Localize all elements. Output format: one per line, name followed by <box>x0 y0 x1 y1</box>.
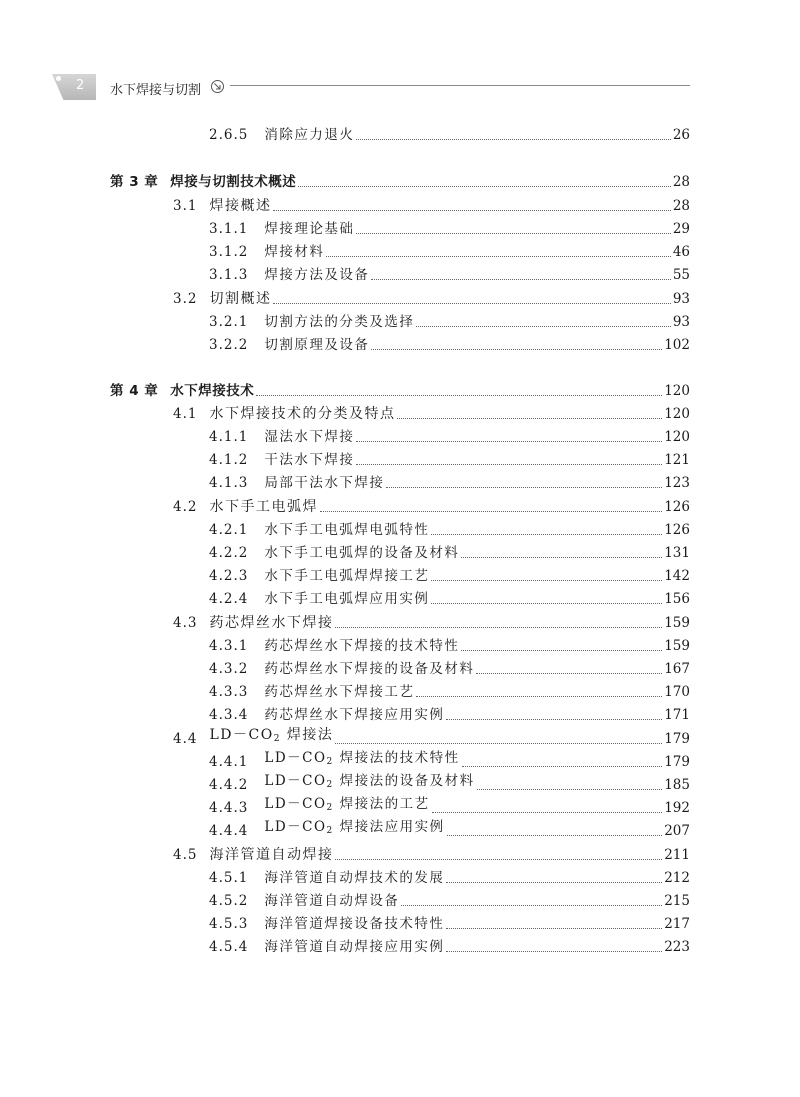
toc-number: 4.3.1 <box>209 638 249 654</box>
toc-title: 药芯焊丝水下焊接应用实例 <box>264 707 445 723</box>
toc-title-subscript: 2 <box>326 803 334 813</box>
dot-leader <box>256 395 662 396</box>
running-header <box>0 72 800 104</box>
dot-leader <box>298 186 671 187</box>
toc-page-number: 120 <box>664 429 690 445</box>
toc-title-subscript: 2 <box>273 734 281 744</box>
toc-page-number: 121 <box>664 452 690 468</box>
toc-number: 4.3 <box>173 615 198 631</box>
dot-leader <box>335 627 662 628</box>
toc-page-number: 46 <box>672 244 690 260</box>
toc-number: 4.1.3 <box>209 475 249 491</box>
toc-title <box>197 726 333 748</box>
dot-leader <box>386 487 662 488</box>
toc-title-part: 焊接法的技术特性 <box>333 750 460 766</box>
toc-subsection[interactable] <box>209 656 690 678</box>
toc-page-number: 55 <box>672 267 690 283</box>
toc-number: 2.6.5 <box>209 127 249 143</box>
toc-number: 4.2.4 <box>209 591 249 607</box>
toc-subsection[interactable] <box>209 911 690 933</box>
header-rule <box>230 85 690 86</box>
toc-title <box>248 818 444 840</box>
dot-leader <box>461 650 662 651</box>
toc-subsection[interactable] <box>209 818 690 840</box>
dot-leader <box>326 256 670 257</box>
dot-leader <box>446 951 662 952</box>
toc-number: 4.5.2 <box>209 893 249 909</box>
toc-title: 海洋管道自动焊设备 <box>264 893 400 909</box>
toc-title: 水下手工电弧焊应用实例 <box>264 591 430 607</box>
dot-leader <box>477 789 663 790</box>
toc-subsection[interactable] <box>209 216 690 238</box>
toc-subsection[interactable] <box>209 470 690 492</box>
toc-title: 药芯焊丝水下焊接工艺 <box>264 684 415 700</box>
toc-number: 4.2.1 <box>209 522 249 538</box>
page-number: 2 <box>76 78 85 93</box>
toc-subsection[interactable] <box>209 586 690 608</box>
toc-page-number: 212 <box>664 870 690 886</box>
dot-leader <box>446 882 662 883</box>
toc-section[interactable] <box>173 193 690 215</box>
toc-number: 4.2.3 <box>209 568 249 584</box>
toc-subsection[interactable] <box>209 447 690 469</box>
toc-page-number: 102 <box>664 337 690 353</box>
toc-title: 药芯焊丝水下焊接的设备及材料 <box>264 661 475 677</box>
dot-leader <box>431 534 662 535</box>
toc-section[interactable] <box>173 401 690 423</box>
toc-subsection[interactable] <box>209 122 690 144</box>
toc-number: 第 3 章 <box>110 174 159 190</box>
toc-section[interactable] <box>173 842 690 864</box>
toc-page-number: 207 <box>664 823 690 839</box>
dot-leader <box>356 441 662 442</box>
toc-title-part: LD－CO <box>264 773 327 789</box>
toc-page-number: 131 <box>664 545 690 561</box>
toc-number: 4.4.2 <box>209 777 249 793</box>
toc-title: 水下焊接技术 <box>170 383 255 399</box>
toc-page-number: 120 <box>664 406 690 422</box>
toc-title: 焊接材料 <box>264 244 325 260</box>
toc-title-part: LD－CO <box>264 796 327 812</box>
toc-number: 4.5.1 <box>209 870 249 886</box>
toc-number: 4.2 <box>173 499 198 515</box>
toc-number: 3.2.1 <box>209 314 249 330</box>
dot-leader <box>335 743 662 744</box>
toc-number: 4.5 <box>173 847 198 863</box>
dot-leader <box>416 326 670 327</box>
toc-subsection[interactable] <box>209 262 690 284</box>
toc-title-part: LD－CO <box>264 750 327 766</box>
toc-page-number: 93 <box>672 314 690 330</box>
toc-subsection[interactable] <box>209 934 690 956</box>
toc-number: 4.2.2 <box>209 545 249 561</box>
toc-number: 4.1.2 <box>209 452 249 468</box>
tab-dot <box>56 76 61 81</box>
toc-number: 3.1.1 <box>209 221 249 237</box>
toc-number: 4.3.2 <box>209 661 249 677</box>
toc-title: 药芯焊丝水下焊接的技术特性 <box>264 638 460 654</box>
toc-subsection[interactable] <box>209 517 690 539</box>
toc-number: 3.1.3 <box>209 267 249 283</box>
toc-subsection[interactable] <box>209 749 690 771</box>
toc-title: 切割原理及设备 <box>264 337 370 353</box>
toc-title-subscript: 2 <box>326 780 334 790</box>
toc-subsection[interactable] <box>209 888 690 910</box>
toc-number: 4.4.3 <box>209 800 249 816</box>
toc-section[interactable] <box>173 286 690 308</box>
toc-subsection[interactable] <box>209 679 690 701</box>
toc-page-number: 93 <box>672 291 690 307</box>
toc-title-part: LD－CO <box>264 819 327 835</box>
toc-number: 4.4.4 <box>209 823 249 839</box>
toc-title: 局部干法水下焊接 <box>264 475 385 491</box>
dot-leader <box>431 580 662 581</box>
toc-subsection[interactable] <box>209 702 690 724</box>
toc-title <box>248 749 459 771</box>
toc-number: 4.3.4 <box>209 707 249 723</box>
toc-page-number: 223 <box>664 939 690 955</box>
dot-leader <box>273 210 670 211</box>
toc-section[interactable] <box>173 610 690 632</box>
toc-title: 药芯焊丝水下焊接 <box>209 615 334 631</box>
toc-subsection[interactable] <box>209 239 690 261</box>
toc-title-part: 焊接法应用实例 <box>333 819 445 835</box>
dot-leader <box>397 418 662 419</box>
dot-leader <box>356 139 670 140</box>
toc-subsection[interactable] <box>209 332 690 354</box>
toc-title: 焊接方法及设备 <box>264 267 370 283</box>
toc-number: 4.5.3 <box>209 916 249 932</box>
toc-title: 海洋管道自动焊技术的发展 <box>264 870 445 886</box>
toc-title: 水下手工电弧焊的设备及材料 <box>264 545 460 561</box>
toc-number: 第 4 章 <box>110 383 159 399</box>
toc-page-number: 29 <box>672 221 690 237</box>
toc-number: 4.4 <box>173 731 198 747</box>
toc-number: 3.2.2 <box>209 337 249 353</box>
dot-leader <box>371 349 662 350</box>
toc-chapter[interactable] <box>110 378 690 400</box>
dot-leader <box>416 696 662 697</box>
toc-chapter[interactable] <box>110 169 690 191</box>
toc-page-number: 120 <box>664 383 690 399</box>
toc-page-number: 185 <box>664 777 690 793</box>
toc-page-number: 192 <box>664 800 690 816</box>
toc-page-number: 215 <box>664 893 690 909</box>
dot-leader <box>356 464 662 465</box>
toc-title: 水下手工电弧焊 <box>209 499 318 515</box>
arrow-circle-icon <box>211 80 224 93</box>
toc-page-number: 179 <box>664 754 690 770</box>
dot-leader <box>447 835 663 836</box>
dot-leader <box>401 905 662 906</box>
toc-title: 切割概述 <box>209 291 272 307</box>
toc-title: 海洋管道自动焊接应用实例 <box>264 939 445 955</box>
toc-subsection[interactable] <box>209 865 690 887</box>
dot-leader <box>335 859 662 860</box>
toc-number: 4.3.3 <box>209 684 249 700</box>
toc-subsection[interactable] <box>209 795 690 817</box>
toc-page-number: 167 <box>664 661 690 677</box>
toc-title: 切割方法的分类及选择 <box>264 314 415 330</box>
toc-section[interactable] <box>173 726 690 748</box>
toc-title <box>248 795 429 817</box>
toc-page-number: 179 <box>664 731 690 747</box>
toc-page-number: 159 <box>664 615 690 631</box>
page-tab <box>52 74 96 100</box>
dot-leader <box>461 557 662 558</box>
toc-page-number: 123 <box>664 475 690 491</box>
dot-leader <box>431 603 662 604</box>
dot-leader <box>273 303 670 304</box>
toc-subsection[interactable] <box>209 633 690 655</box>
toc-number: 3.1 <box>173 198 198 214</box>
toc-number: 4.4.1 <box>209 754 249 770</box>
toc-title: 焊接理论基础 <box>264 221 355 237</box>
dot-leader <box>356 233 670 234</box>
toc-subsection[interactable] <box>209 563 690 585</box>
toc-page-number: 126 <box>664 499 690 515</box>
toc-title: 焊接概述 <box>209 198 272 214</box>
dot-leader <box>320 511 662 512</box>
toc-subsection[interactable] <box>209 540 690 562</box>
toc-page-number: 211 <box>664 847 690 863</box>
toc-title-part: LD－CO <box>209 727 274 743</box>
toc-title-part: 焊接法的工艺 <box>333 796 430 812</box>
toc-subsection[interactable] <box>209 424 690 446</box>
toc-title: 水下手工电弧焊电弧特性 <box>264 522 430 538</box>
toc-page-number: 170 <box>664 684 690 700</box>
toc-page-number: 156 <box>664 591 690 607</box>
toc-title-subscript: 2 <box>326 826 334 836</box>
toc-title-part: 焊接法的设备及材料 <box>333 773 475 789</box>
toc-page-number: 126 <box>664 522 690 538</box>
toc-title-subscript: 2 <box>326 757 334 767</box>
toc-number: 3.1.2 <box>209 244 249 260</box>
toc-page-number: 171 <box>664 707 690 723</box>
toc-number: 4.1.1 <box>209 429 249 445</box>
toc-title-part: 焊接法 <box>280 727 334 743</box>
book-title: 水下焊接与切割 <box>110 83 202 98</box>
toc-page-number: 217 <box>664 916 690 932</box>
dot-leader <box>371 279 670 280</box>
dot-leader <box>476 673 662 674</box>
dot-leader <box>432 812 663 813</box>
toc-number: 3.2 <box>173 291 198 307</box>
toc-title: 海洋管道自动焊接 <box>209 847 334 863</box>
toc-number: 4.5.4 <box>209 939 249 955</box>
toc-page-number: 159 <box>664 638 690 654</box>
toc-subsection[interactable] <box>209 309 690 331</box>
toc-title: 焊接与切割技术概述 <box>170 174 297 190</box>
dot-leader <box>446 719 662 720</box>
toc-title: 水下焊接技术的分类及特点 <box>209 406 396 422</box>
toc-page-number: 26 <box>672 127 690 143</box>
toc-title: 水下手工电弧焊焊接工艺 <box>264 568 430 584</box>
toc-title: 湿法水下焊接 <box>264 429 355 445</box>
toc-title <box>248 772 474 794</box>
toc-page-number: 28 <box>672 198 690 214</box>
toc-title: 干法水下焊接 <box>264 452 355 468</box>
toc-subsection[interactable] <box>209 772 690 794</box>
toc-number: 4.1 <box>173 406 198 422</box>
toc-title: 消除应力退火 <box>264 127 355 143</box>
toc-page-number: 28 <box>672 174 690 190</box>
dot-leader <box>462 766 663 767</box>
toc-section[interactable] <box>173 494 690 516</box>
dot-leader <box>446 928 662 929</box>
toc-page-number: 142 <box>664 568 690 584</box>
toc-title: 海洋管道焊接设备技术特性 <box>264 916 445 932</box>
